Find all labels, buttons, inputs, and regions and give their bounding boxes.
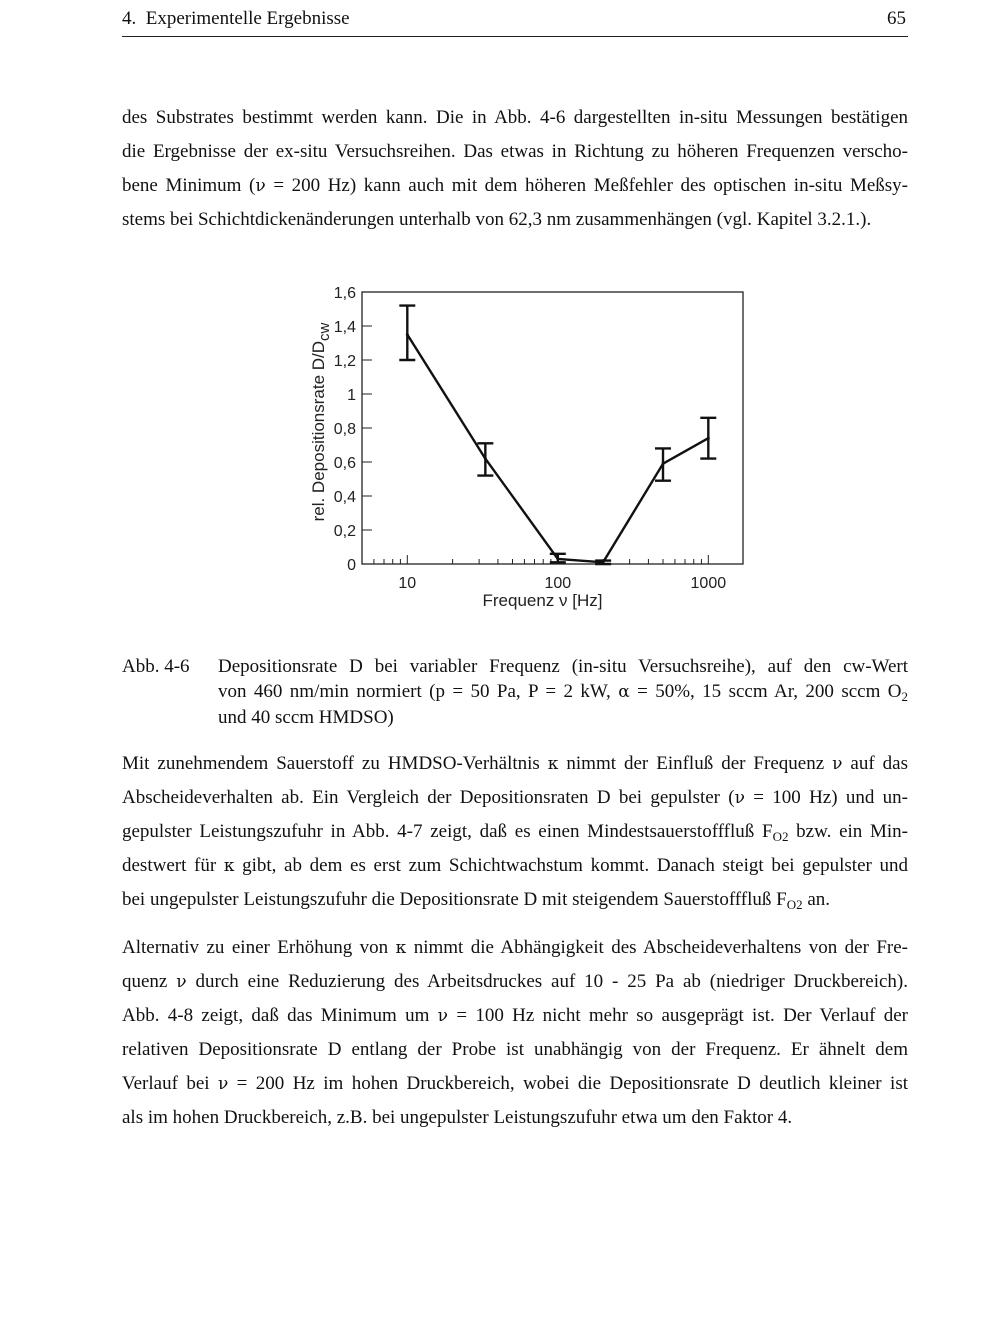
y-axis-label-main: rel. Depositionsrate D/D: [309, 340, 328, 522]
y-tick-label: 0,6: [333, 455, 356, 472]
caption-line: und 40 sccm HMDSO): [218, 707, 394, 728]
nu-symbol: ν: [255, 176, 266, 196]
paragraph-line: des Substrates bestimmt werden kann. Die in Abb. 4-6 dargestellten in-situ Messungen bestätigen: [122, 107, 908, 128]
x-tick-label: 10: [398, 575, 417, 592]
nu-symbol: ν: [437, 1006, 449, 1026]
y-tick-label: 1,2: [333, 353, 356, 370]
nu-symbol: ν: [832, 754, 843, 774]
caption-line: Depositionsrate D bei variabler Frequenz (in-situ Versuchsreihe), auf den cw-Wert: [218, 656, 908, 677]
y-axis-label-sub: cw: [316, 322, 333, 341]
subscript: 2: [901, 689, 908, 704]
nu-symbol: ν: [217, 1074, 229, 1094]
paragraph-1: [122, 101, 908, 237]
x-tick-label: 100: [544, 575, 572, 592]
caption-text: [218, 654, 908, 730]
figure-4-6: [300, 278, 760, 618]
caption-label: Abb. 4-6: [122, 656, 190, 677]
data-point: [602, 561, 605, 564]
plot-frame: [362, 292, 743, 564]
paragraph-3: [122, 931, 908, 1135]
y-tick-label: 0,8: [333, 421, 356, 438]
kappa-symbol: κ: [547, 754, 559, 774]
x-tick-label: 1000: [690, 575, 727, 592]
kappa-symbol: κ: [223, 856, 235, 876]
deposition-rate-chart: [300, 278, 760, 618]
paragraph-line: stems bei Schichtdickenänderungen unterhalb von 62,3 nm zusammenhängen (vgl. Kapitel 3.2.1.).: [122, 209, 872, 230]
subscript: O2: [786, 897, 803, 912]
y-tick-label: 1,6: [333, 285, 356, 302]
alpha-symbol: α: [618, 682, 630, 702]
data-point: [556, 557, 559, 560]
page-number: 65: [887, 8, 906, 29]
y-tick-label: 0: [347, 557, 356, 574]
y-tick-label: 0,4: [333, 489, 356, 506]
subscript: O2: [772, 829, 789, 844]
y-tick-label: 1: [347, 387, 356, 404]
page-header: [122, 6, 908, 37]
x-axis-label: Frequenz ν [Hz]: [482, 591, 603, 610]
paragraph-line: relativen Depositionsrate D entlang der Probe ist unabhängig von der Frequenz. Er ähnelt dem: [122, 1039, 908, 1060]
paragraph-line: Abscheideverhalten ab. Ein Vergleich der Depositionsraten D bei gepulster (ν = 100 Hz) und un-: [122, 787, 908, 808]
kappa-symbol: κ: [395, 938, 407, 958]
nu-symbol: ν: [734, 788, 745, 808]
y-tick-label: 0,2: [333, 523, 356, 540]
y-axis-label: [309, 322, 333, 521]
paragraph-line: als im hohen Druckbereich, z.B. bei ungepulster Leistungszufuhr etwa um den Faktor 4.: [122, 1107, 793, 1128]
paragraph-line: Alternativ zu einer Erhöhung von κ nimmt die Abhängigkeit des Abscheideverhaltens von der Fre-: [122, 937, 909, 958]
data-point: [662, 462, 665, 465]
paragraph-line: Mit zunehmendem Sauerstoff zu HMDSO-Verhältnis κ nimmt der Einfluß der Frequenz ν auf das: [122, 753, 908, 774]
y-tick-label: 1,4: [333, 319, 356, 336]
paragraph-line: bei ungepulster Leistungszufuhr die Depositionsrate D mit steigendem Sauerstofffluß $F_{O2}$ an.: [122, 889, 831, 912]
paragraph-line: destwert für κ gibt, ab dem es erst zum Schichtwachstum kommt. Danach steigt bei gepulster und: [122, 855, 908, 876]
data-point: [707, 437, 710, 440]
caption-line: von 460 nm/min normiert (p = 50 Pa, P = 2 kW, α = 50%, 15 sccm Ar, 200 sccm $O_2$: [218, 681, 908, 704]
paragraph-line: Abb. 4-8 zeigt, daß das Minimum um ν = 100 Hz nicht mehr so ausgeprägt ist. Der Verlauf der: [122, 1005, 908, 1026]
paragraph-line: quenz ν durch eine Reduzierung des Arbeitsdruckes auf 10 - 25 Pa ab (niedriger Druckbereich).: [122, 971, 908, 992]
data-point: [484, 457, 487, 460]
nu-symbol: ν: [176, 972, 187, 992]
data-point: [406, 333, 409, 336]
paragraph-line: gepulster Leistungszufuhr in Abb. 4-7 zeigt, daß es einen Mindestsauerstofffluß $F_{O2}$ bzw. ein Min-: [122, 821, 909, 844]
paragraph-line: bene Minimum (ν = 200 Hz) kann auch mit dem höheren Meßfehler des optischen in-situ Meßsy-: [122, 175, 909, 196]
paragraph-line: die Ergebnisse der ex-situ Versuchsreihen. Das etwas in Richtung zu höheren Frequenzen verscho-: [122, 141, 908, 162]
paragraph-line: Verlauf bei ν = 200 Hz im hohen Druckbereich, wobei die Depositionsrate D deutlich kleiner ist: [122, 1073, 908, 1094]
paragraph-2: [122, 747, 908, 917]
chapter-title: 4. Experimentelle Ergebnisse: [122, 8, 350, 29]
